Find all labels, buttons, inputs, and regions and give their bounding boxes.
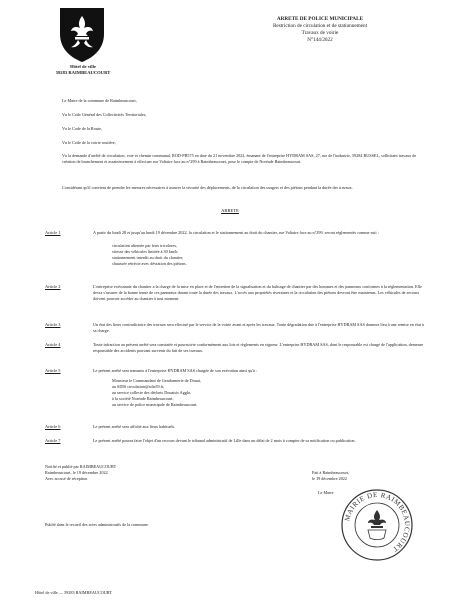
- decree-subtitle: Restriction de circulation et de stationnement: [272, 23, 368, 29]
- article-label: Article 7: [45, 438, 61, 443]
- article-text: Le présent arrêté sera transmis à l'entreprise HYDRAM SAS chargée de son exécution ainsi qu'à :: [93, 368, 258, 373]
- article-bullet: circulation alternée par feux tricolores,: [112, 243, 177, 248]
- article-bullet: au service de police municipale de Raimbeaucourt.: [112, 402, 198, 407]
- article-text: Le présent arrêté sera affiché aux lieux habituels.: [93, 424, 176, 429]
- preamble-line: Vu le Code Général des Collectivités Territoriales,: [62, 112, 147, 117]
- article-text: Un état des lieux contradictoire des travaux sera effectué par le service de la voirie avant et après les travaux. Toute dégradation due à l'entreprise HYDRAM SAS donnera lieu à une remise en état à sa charge.: [93, 322, 424, 334]
- signature-place: Fait à Raimbeaucourt,: [312, 470, 350, 475]
- article-label: Article 3: [45, 322, 61, 327]
- page-footer: Hôtel de ville — 59283 RAIMBEAUCOURT: [35, 590, 112, 595]
- article-label: Article 4: [45, 342, 61, 347]
- article-text: Toute infraction au présent arrêté sera constatée et poursuivie conformément aux lois et règlements en vigueur. L'entreprise HYDRAM SAS, dont le responsable est chargé de l'application, demeure responsable des accidents pouvant survenir du fait de ses travaux.: [93, 342, 424, 354]
- stamp-text: MAIRIE DE RAIMBEAUCOURT: [343, 490, 412, 554]
- article-text: Le présent arrêté pourra faire l'objet d'un recours devant le tribunal administratif de Lille dans un délai de 2 mois à compter de sa notification ou publication.: [93, 438, 356, 443]
- mairie-stamp: [340, 488, 414, 562]
- article-bullet: à la société Noréade Raimbeaucourt,: [112, 396, 174, 401]
- signature-date: le 19 décembre 2022: [312, 476, 347, 481]
- decree-number: N°144/2022: [307, 37, 333, 43]
- notification-line: Notifié et publié par RAIMBEAUCOURT: [45, 464, 117, 469]
- notification-line: Raimbeaucourt, le 19 décembre 2022: [45, 470, 108, 475]
- preamble-paragraph: Considérant qu'il convient de prendre les mesures nécessaires à assurer la sécurité des déplacements, de la circulation des usagers et des piétons pendant la durée des travaux.: [62, 185, 353, 190]
- notification-line: Avec accusé de réception: [45, 476, 88, 481]
- article-text: L'entreprise exécutante du chantier a la charge de la mise en place et de l'entretien de la signalisation et du balisage de chantier par des hommes et des panneaux conformes à la réglementation. Elle devra s'assurer de la bonne tenue de ces panneaux durant toute la durée des travaux. L'accès aux propriétés riveraines et la circulation des piétons devront être maintenus. Les véhicules de secours doivent pouvoir accéder au chantier à tout moment.: [93, 284, 422, 302]
- article-bullet: vitesse des véhicules limitée à 30 km/h,: [112, 249, 179, 254]
- preamble-paragraph: Vu la demande d'arrêté de circulation, voie et chemin communal, ROD-PB575 en date du 21 novembre 2022, émanant de l'entreprise HYDRAM SAS, 27, rue de l'industrie, 59284 RUSSEL, sollicitant travaux de création de branchement et assainissement à effectuer rue Voltaire face au n°299 à Raimbeaucourt, pour le compte de Noréade Raimbeaucourt.: [62, 153, 417, 165]
- article-label: Article 5: [45, 368, 61, 373]
- article-bullet: au SDIS circulation@sdis59.fr,: [112, 384, 165, 389]
- article-label: Article 6: [45, 424, 61, 429]
- decree-topic: Travaux de voirie: [301, 30, 339, 36]
- coat-of-arms-emblem: [56, 6, 108, 64]
- preamble-line: Vu le Code de la Route,: [62, 126, 102, 131]
- article-bullet: Monsieur le Commandant de Gendarmerie de Douai,: [112, 378, 201, 383]
- article-label: Article 1: [45, 230, 61, 235]
- city-address: 59283 RAIMBEAUCOURT: [55, 70, 111, 75]
- preamble-line: Le Maire de la commune de Raimbeaucourt,: [62, 98, 137, 103]
- article-bullet: chaussée rétrécie avec déviation des piétons.: [112, 261, 187, 266]
- decree-title: ARRETE DE POLICE MUNICIPALE: [276, 16, 364, 22]
- article-label: Article 2: [45, 284, 61, 289]
- city-label: Hôtel de ville: [70, 64, 96, 69]
- signature-role: Le Maire: [318, 490, 334, 495]
- arrete-heading: ARRETE: [221, 208, 239, 213]
- publication-note: Publié dans le recueil des actes administratifs de la commune.: [45, 522, 149, 527]
- preamble-line: Vu le Code de la voirie routière,: [62, 140, 116, 145]
- article-bullet: au service collecte des déchets Douaisis Agglo,: [112, 390, 192, 395]
- article-bullet: stationnement interdit au droit du chantier,: [112, 255, 184, 260]
- article-text: A partir du lundi 28 et jusqu'au lundi 19 décembre 2022, la circulation et le stationnement au droit du chantier, rue Voltaire face au n°299, seront réglementés comme suit :: [93, 230, 379, 235]
